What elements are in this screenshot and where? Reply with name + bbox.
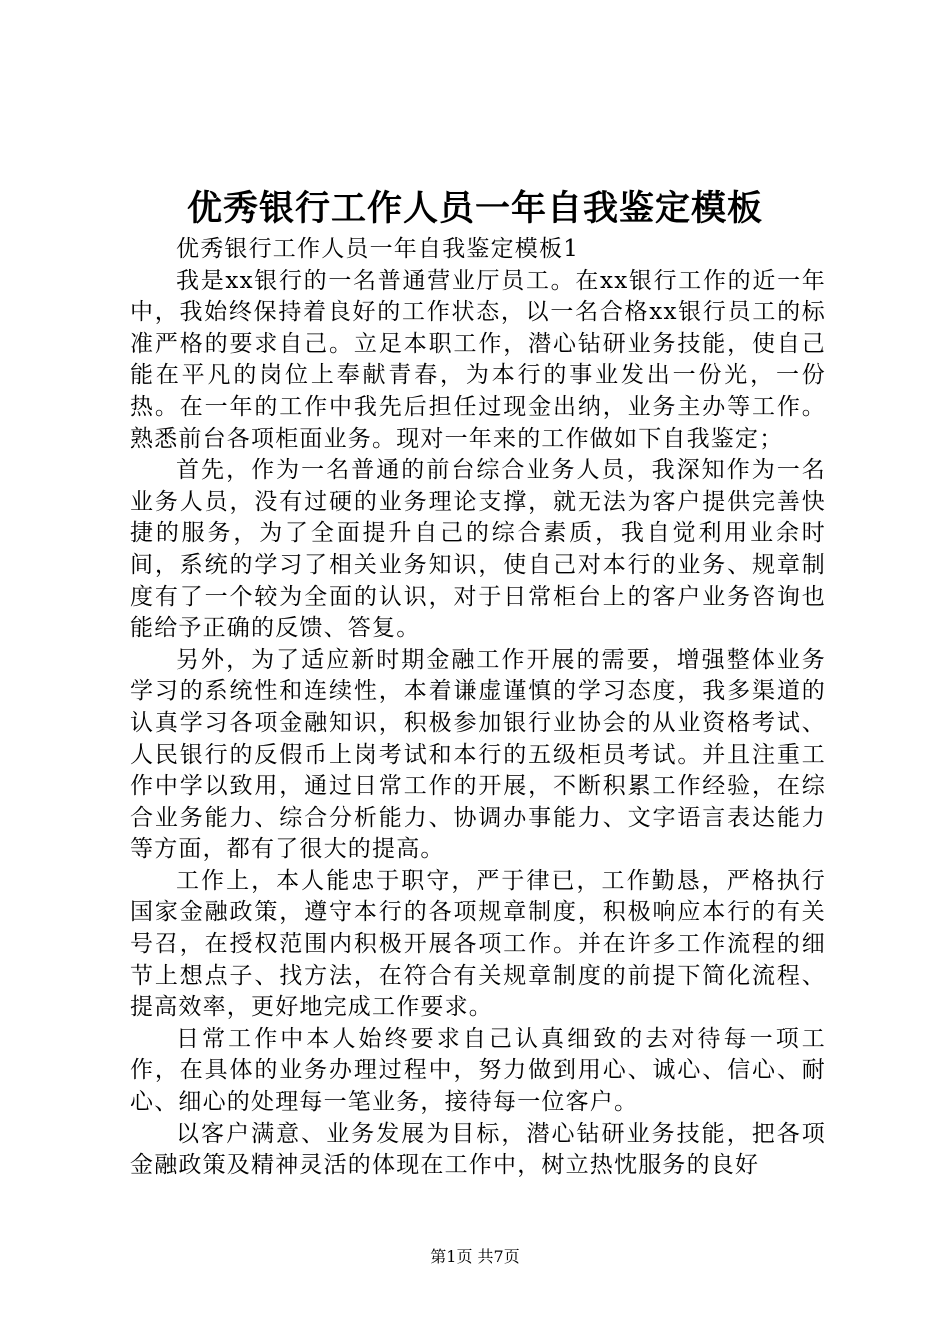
paragraph-additionally: 另外，为了适应新时期金融工作开展的需要，增强整体业务学习的系统性和连续性，本着谦虚谨慎的学习态度，我多渠道的认真学习各项金融知识，积极参加银行业协会的从业资格考试、人民银行的反假币上岗考试和本行的五级柜员考试。并且注重工作中学以致用，通过日常工作的开展，不断积累工作经验，在综合业务能力、综合分析能力、协调办事能力、文字语言表达能力等方面，都有了很大的提高。 xyxy=(130,646,826,863)
paragraph-daily-work: 日常工作中本人始终要求自己认真细致的去对待每一项工作，在具体的业务办理过程中，努力做到用心、诚心、信心、耐心、细心的处理每一笔业务，接待每一位客户。 xyxy=(130,1025,826,1116)
paragraph-first: 首先，作为一名普通的前台综合业务人员，我深知作为一名业务人员，没有过硬的业务理论支撑，就无法为客户提供完善快捷的服务，为了全面提升自己的综合素质，我自觉利用业余时间，系统的学习了相关业务知识，使自己对本行的业务、规章制度有了一个较为全面的认识，对于日常柜台上的客户业务咨询也能给予正确的反馈、答复。 xyxy=(130,457,826,642)
paragraph-intro: 我是xx银行的一名普通营业厅员工。在xx银行工作的近一年中，我始终保持着良好的工作状态，以一名合格xx银行员工的标准严格的要求自己。立足本职工作，潜心钻研业务技能，使自己能在平凡的岗位上奉献青春，为本行的事业发出一份光，一份热。在一年的工作中我先后担任过现金出纳，业务主办等工作。熟悉前台各项柜面业务。现对一年来的工作做如下自我鉴定； xyxy=(130,267,826,452)
document-body xyxy=(130,234,826,1182)
document-subtitle: 优秀银行工作人员一年自我鉴定模板1 xyxy=(176,236,580,262)
document-title: 优秀银行工作人员一年自我鉴定模板 xyxy=(186,188,763,229)
paragraph-work-attitude: 工作上，本人能忠于职守，严于律已，工作勤恳，严格执行国家金融政策，遵守本行的各项规章制度，积极响应本行的有关号召，在授权范围内积极开展各项工作。并在许多工作流程的细节上想点子、找方法，在符合有关规章制度的前提下简化流程、提高效率，更好地完成工作要求。 xyxy=(130,867,826,1021)
paragraph-customer-goal: 以客户满意、业务发展为目标，潜心钻研业务技能，把各项金融政策及精神灵活的体现在工作中，树立热忱服务的良好 xyxy=(130,1120,826,1179)
page-footer: 第1页 共7页 xyxy=(430,1247,520,1266)
